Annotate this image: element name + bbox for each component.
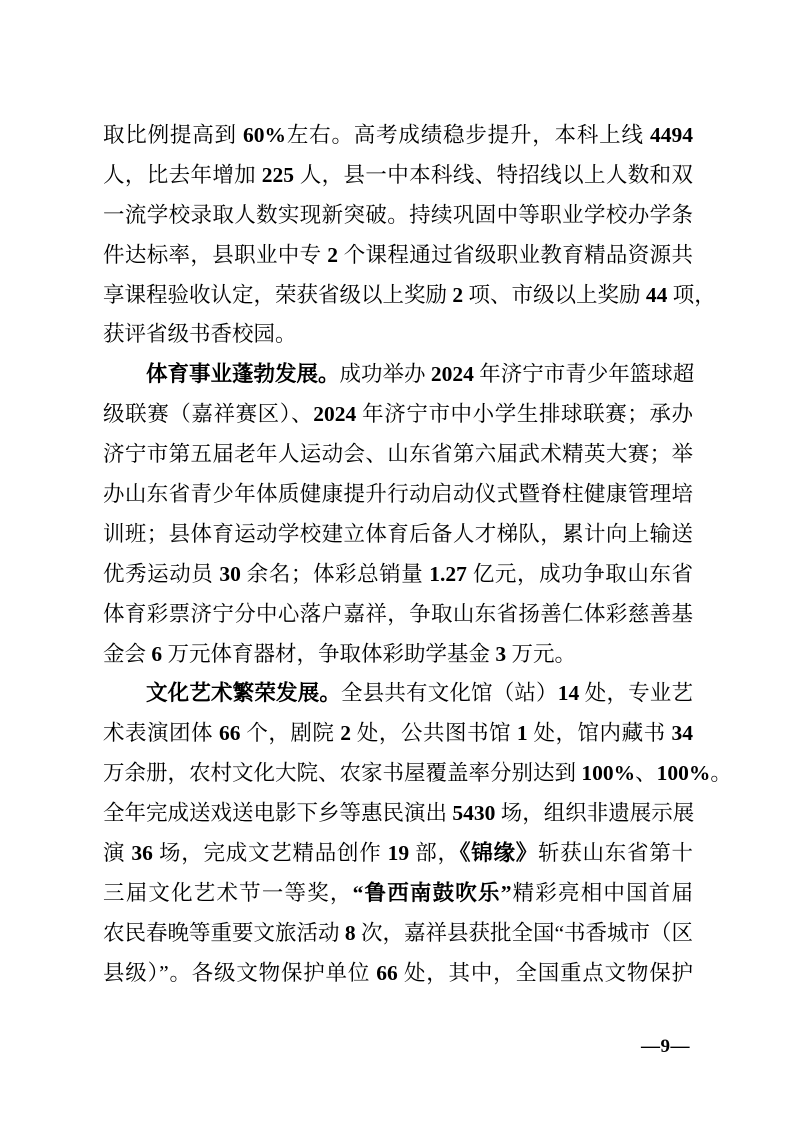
text-run: 左右。高考成绩稳步提升，本科上线 (286, 123, 650, 147)
text-run: 术表演团体 (103, 721, 219, 746)
text-run: 场，组织非遗展示展 (495, 801, 695, 826)
text-line (103, 595, 693, 635)
emphasis-text-run: “鲁西南鼓吹乐” (352, 880, 512, 905)
text-run: 取比例提高到 (103, 123, 244, 147)
emphasis-text-run: 100% (656, 761, 711, 786)
text-run: 农民春晚等重要文旅活动 (103, 920, 345, 945)
emphasis-text-run: 2024 (430, 362, 474, 387)
text-run: 斩获山东省第十 (537, 841, 693, 866)
emphasis-text-run: 体育事业蓬勃发展。 (146, 362, 340, 387)
emphasis-text-run: 3 (495, 641, 507, 666)
text-line (103, 156, 693, 196)
text-run: 县级）”。各级文物保护单位 (103, 960, 377, 985)
emphasis-text-run: 1.27 (429, 561, 467, 586)
text-run: 训班；县体育运动学校建立体育后备人才梯队，累计向上输送 (103, 521, 693, 546)
text-run: 部， (409, 841, 460, 866)
text-run: 人，比去年增加 (103, 162, 262, 187)
text-line (103, 515, 693, 555)
text-line (103, 435, 693, 475)
text-run: 件达标率，县职业中专 (103, 242, 328, 267)
text-run: 济宁市第五届老年人运动会、山东省第六届武术精英大赛；举 (103, 442, 693, 467)
emphasis-text-run: 34 (671, 721, 693, 746)
emphasis-text-run: 6 (151, 641, 163, 666)
text-run: 场，完成文艺精品创作 (152, 841, 388, 866)
text-line (103, 475, 693, 515)
text-line (103, 315, 693, 355)
text-run: 获评省级书香校园。 (103, 322, 297, 347)
emphasis-text-run: 66 (376, 960, 398, 985)
text-run: 万余册，农村文化大院、农家书屋覆盖率分别达到 (103, 761, 582, 786)
text-run: 人，县一中本科线、特招线以上人数和双 (294, 162, 693, 187)
text-run: 成功举办 (339, 362, 431, 387)
text-line (103, 794, 693, 834)
emphasis-text-run: 44 (645, 282, 668, 307)
text-run: 演 (103, 841, 132, 866)
emphasis-text-run: 14 (557, 681, 580, 706)
emphasis-text-run: 1 (516, 721, 528, 746)
text-run: 三届文化艺术节一等奖， (103, 880, 353, 905)
emphasis-text-run: 30 (219, 561, 241, 586)
text-run: 个，剧院 (240, 721, 341, 746)
emphasis-text-run: 19 (387, 841, 410, 866)
text-run: 级联赛（嘉祥赛区）、 (103, 402, 314, 427)
emphasis-text-run: 2 (327, 242, 338, 267)
document-body (103, 116, 732, 994)
text-line (103, 196, 693, 236)
emphasis-text-run: 8 (344, 920, 356, 945)
text-run: 年济宁市青少年篮球超 (473, 362, 695, 387)
page-number: —9— (641, 1036, 690, 1057)
text-line (103, 635, 693, 675)
text-run: 万元体育器材，争取体彩助学基金 (162, 641, 496, 666)
text-run: 处，馆内藏书 (527, 721, 672, 746)
text-run: 全县共有文化馆（站） (341, 681, 558, 706)
text-line (103, 555, 693, 595)
emphasis-text-run: 2 (340, 721, 352, 746)
emphasis-text-run: 60% (243, 123, 287, 147)
emphasis-text-run: 2024 (313, 402, 357, 427)
text-run: 个课程通过省级职业教育精品资源共 (337, 242, 693, 267)
text-line (103, 674, 693, 714)
text-run: 办山东省青少年体质健康提升行动启动仪式暨脊柱健康管理培 (103, 482, 693, 507)
text-line (103, 355, 693, 395)
text-run: 。 (710, 761, 732, 786)
text-line (103, 954, 693, 994)
emphasis-text-run: 5430 (452, 801, 496, 826)
text-run: 一流学校录取人数实现新突破。持续巩固中等职业学校办学条 (103, 202, 693, 227)
text-line (103, 236, 693, 276)
emphasis-text-run: 《锦缘》 (459, 841, 538, 866)
text-run: 精彩亮相中国首届 (511, 880, 693, 905)
emphasis-text-run: 2 (452, 282, 464, 307)
text-run: 、 (635, 761, 657, 786)
text-run: 年济宁市中小学生排球联赛；承办 (356, 402, 693, 427)
text-run: 万元。 (506, 641, 577, 666)
text-run: 金会 (103, 641, 152, 666)
text-run: 项、市级以上奖励 (463, 282, 646, 307)
emphasis-text-run: 100% (581, 761, 636, 786)
text-run: 处，其中，全国重点文物保护 (397, 960, 693, 985)
text-run: 优秀运动员 (103, 561, 220, 586)
emphasis-text-run: 36 (131, 841, 153, 866)
text-line (103, 395, 693, 435)
text-run: 亿元，成功争取山东省 (466, 561, 693, 586)
emphasis-text-run: 66 (218, 721, 241, 746)
text-line (103, 874, 693, 914)
text-line (103, 714, 693, 754)
text-line (103, 754, 732, 794)
text-run: 享课程验收认定，荣获省级以上奖励 (103, 282, 453, 307)
text-run: 处，专业艺 (579, 681, 693, 706)
text-line (103, 116, 693, 156)
emphasis-text-run: 4494 (649, 123, 693, 147)
emphasis-text-run: 文化艺术繁荣发展。 (146, 681, 342, 706)
text-run: 余名；体彩总销量 (240, 561, 430, 586)
text-run: 体育彩票济宁分中心落户嘉祥，争取山东省扬善仁体彩慈善基 (103, 601, 693, 626)
text-run: 全年完成送戏送电影下乡等惠民演出 (103, 801, 453, 826)
text-line (103, 276, 716, 316)
text-line (103, 914, 693, 954)
text-run: 次，嘉祥县获批全国“书香城市（区 (355, 920, 694, 945)
text-run: 处，公共图书馆 (351, 721, 517, 746)
emphasis-text-run: 225 (261, 162, 295, 187)
text-run: 项， (667, 282, 716, 307)
text-line (103, 834, 693, 874)
